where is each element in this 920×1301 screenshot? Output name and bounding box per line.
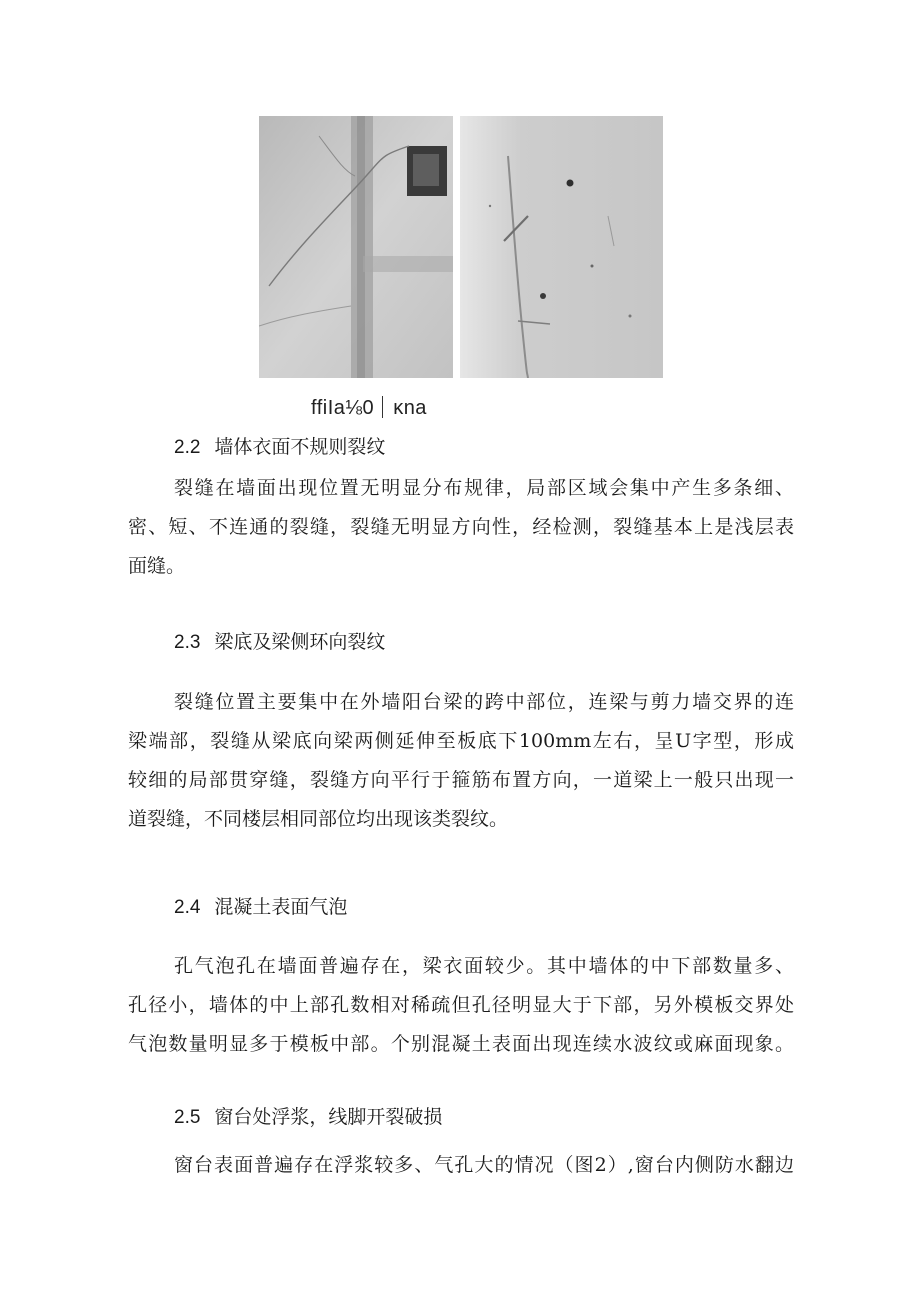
section-number: 2.5 [174,1107,201,1128]
photo-wall-crack-left [259,116,453,378]
figure-caption [311,396,427,420]
section-heading-2-3 [174,627,385,654]
paragraph-line: 梁端部，裂缝从梁底向梁两侧延伸至板底下100mm左右，呈U字型，形成 [128,730,794,752]
paragraph-line: 窗台表面普遍存在浮浆较多、气孔大的情况（图2）,窗台内侧防水翻边 [174,1154,794,1176]
section-title: 混凝土表面气泡 [214,896,348,918]
section-heading-2-2 [174,432,385,459]
section-number: 2.3 [174,632,201,653]
section-heading-2-5 [174,1102,442,1129]
section-paragraph-2-2 [128,469,794,586]
section-number: 2.4 [174,897,201,918]
figure-photos [259,116,663,378]
paragraph-line: 较细的局部贯穿缝，裂缝方向平行于箍筋布置方向，一道梁上一般只出现一 [128,769,794,791]
paragraph-line: 孔气泡孔在墙面普遍存在，梁衣面较少。其中墙体的中下部数量多、 [174,955,794,977]
section-paragraph-2-4 [128,947,794,1064]
section-paragraph-2-3 [128,683,794,839]
caption-right-text: κna [393,397,427,419]
photo-wall-crack-right [460,116,663,378]
paragraph-line: 道裂缝，不同楼层相同部位均出现该类裂纹。 [128,808,509,830]
section-number: 2.2 [174,437,201,458]
paragraph-line: 孔径小，墙体的中上部孔数相对稀疏但孔径明显大于下部，另外模板交界处 [128,994,794,1016]
section-title: 窗台处浮浆，线脚开裂破损 [214,1106,443,1128]
paragraph-line: 裂缝在墙面出现位置无明显分布规律，局部区域会集中产生多条细、 [174,477,794,499]
caption-left-text: ffiIa⅛0 [311,397,375,419]
section-title: 梁底及梁侧环向裂纹 [214,631,386,653]
section-title: 墙体衣面不规则裂纹 [214,436,386,458]
paragraph-line: 裂缝位置主要集中在外墙阳台梁的跨中部位，连梁与剪力墙交界的连 [174,691,794,713]
section-heading-2-4 [174,892,347,919]
paragraph-line: 气泡数量明显多于模板中部。个别混凝土表面出现连续水波纹或麻面现象。 [128,1033,794,1055]
paragraph-line: 面缝。 [128,555,186,577]
section-paragraph-2-5 [174,1146,794,1185]
paragraph-line: 密、短、不连通的裂缝，裂缝无明显方向性，经检测，裂缝基本上是浅层表 [128,516,794,538]
caption-separator [382,396,383,418]
